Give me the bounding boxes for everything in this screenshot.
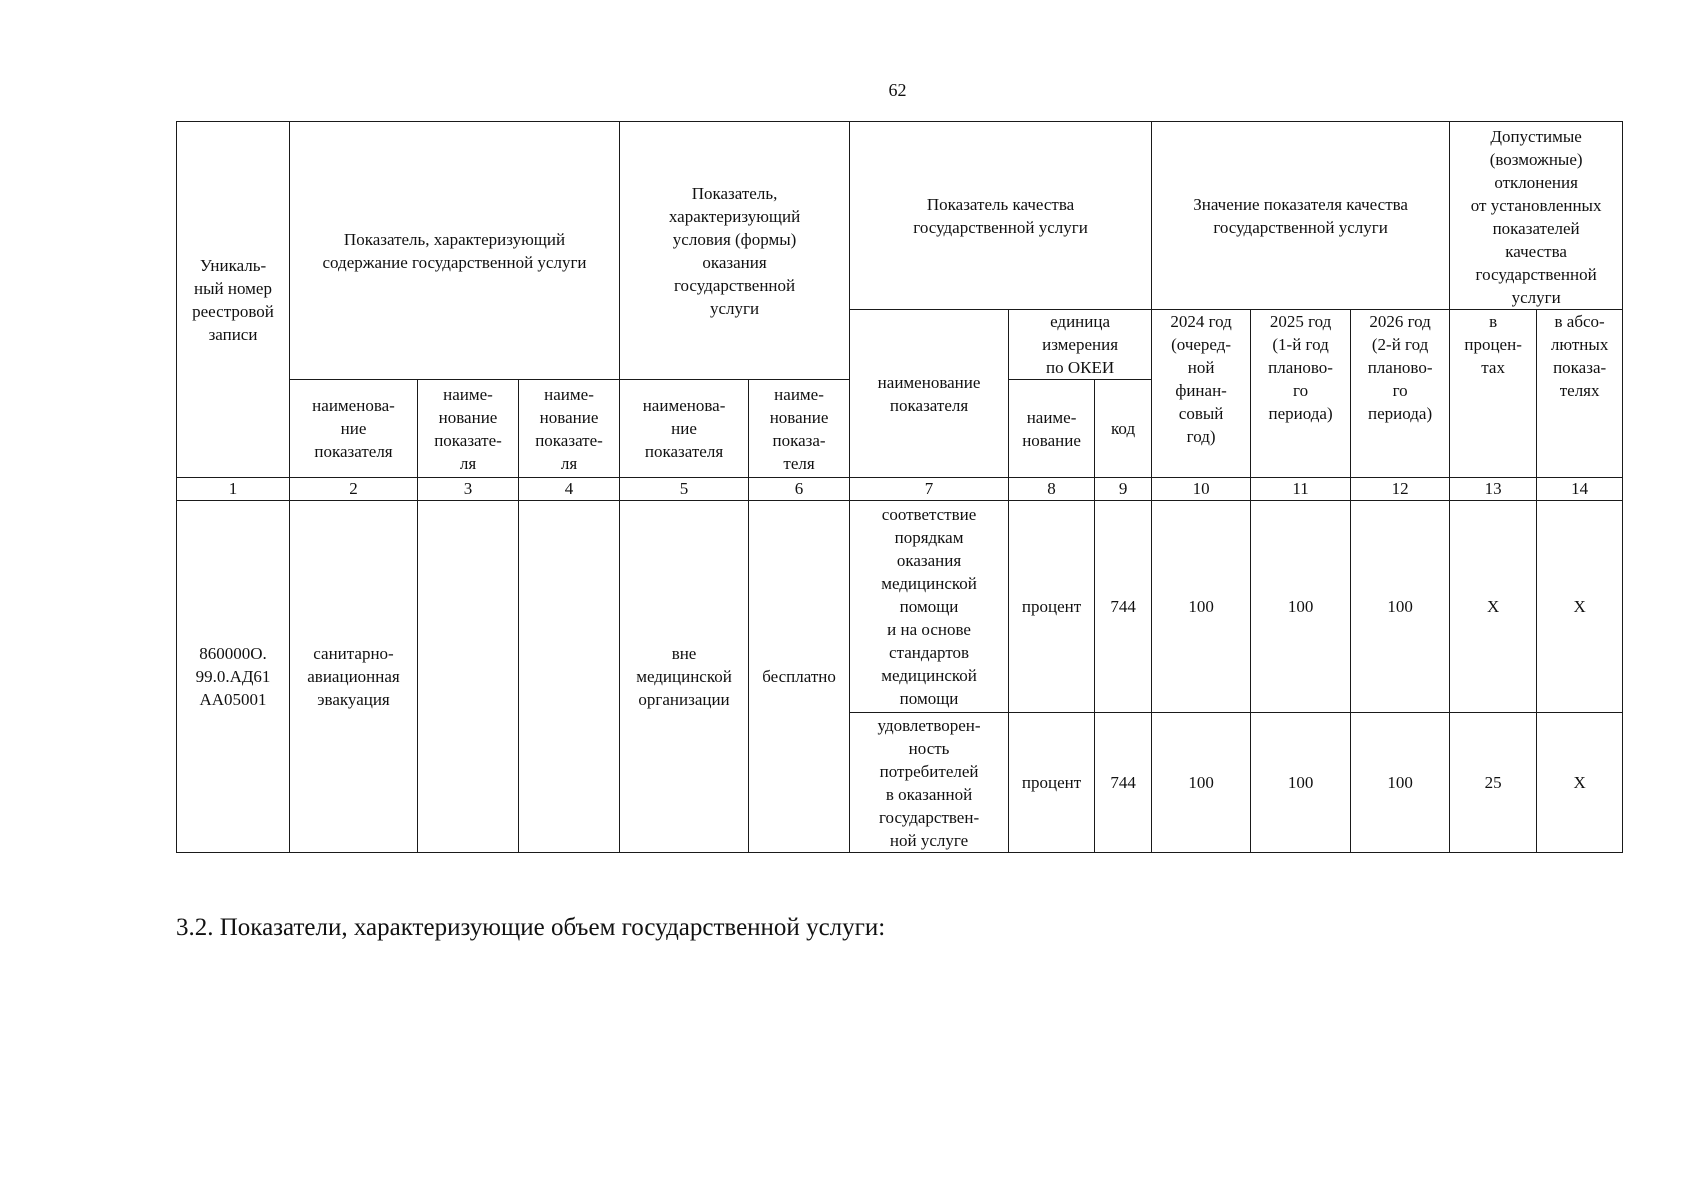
header-col10: 2024 год (очеред- ной финан- совый год) (1152, 310, 1251, 478)
content-name: санитарно- авиационная эвакуация (290, 501, 418, 853)
header-deviations: Допустимые (возможные) отклонения от установленных показателей качества государственной услуги (1450, 122, 1623, 310)
header-row-1 (177, 122, 1623, 310)
indicator-2026: 100 (1351, 713, 1450, 853)
header-col9: код (1095, 380, 1152, 478)
indicator-2025: 100 (1251, 713, 1351, 853)
indicator-code: 744 (1095, 713, 1152, 853)
column-numbers-row (177, 478, 1623, 501)
header-col8: наиме- нование (1009, 380, 1095, 478)
column-number: 10 (1152, 478, 1251, 501)
header-col13: в процен- тах (1450, 310, 1537, 478)
header-content-indicator: Показатель, характеризующий содержание государственной услуги (290, 122, 620, 380)
header-conditions-indicator: Показатель, характеризующий условия (формы) оказания государственной услуги (620, 122, 850, 380)
content-col4 (519, 501, 620, 853)
column-number: 6 (749, 478, 850, 501)
header-col4: наиме- нование показате- ля (519, 380, 620, 478)
header-quality-indicator: Показатель качества государственной услуги (850, 122, 1152, 310)
column-number: 12 (1351, 478, 1450, 501)
column-number: 11 (1251, 478, 1351, 501)
header-col6: наиме- нование показа- теля (749, 380, 850, 478)
header-quality-value: Значение показателя качества государственной услуги (1152, 122, 1450, 310)
column-number: 13 (1450, 478, 1537, 501)
indicator-deviation-percent: Х (1450, 501, 1537, 713)
header-col5: наименова- ние показателя (620, 380, 749, 478)
header-col7: наименование показателя (850, 310, 1009, 478)
header-col14: в абсо- лютных показа- телях (1537, 310, 1623, 478)
quality-indicators-table (176, 121, 1623, 853)
page-number: 62 (888, 80, 907, 100)
indicator-deviation-percent: 25 (1450, 713, 1537, 853)
table-row (177, 501, 1623, 713)
indicator-unit: процент (1009, 713, 1095, 853)
indicator-deviation-absolute: Х (1537, 713, 1623, 853)
indicator-2024: 100 (1152, 713, 1251, 853)
quality-indicators-table-wrapper (176, 121, 1622, 853)
indicator-code: 744 (1095, 501, 1152, 713)
indicator-deviation-absolute: Х (1537, 501, 1623, 713)
indicator-2025: 100 (1251, 501, 1351, 713)
condition-col6: бесплатно (749, 501, 850, 853)
column-number: 4 (519, 478, 620, 501)
column-number: 2 (290, 478, 418, 501)
indicator-2026: 100 (1351, 501, 1450, 713)
indicator-unit: процент (1009, 501, 1095, 713)
column-number: 14 (1537, 478, 1623, 501)
header-unit-okei: единица измерения по ОКЕИ (1009, 310, 1152, 380)
column-number: 1 (177, 478, 290, 501)
column-number: 7 (850, 478, 1009, 501)
content-col3 (418, 501, 519, 853)
condition-col5: вне медицинской организации (620, 501, 749, 853)
column-number: 8 (1009, 478, 1095, 501)
header-col3: наиме- нование показате- ля (418, 380, 519, 478)
indicator-2024: 100 (1152, 501, 1251, 713)
column-number: 5 (620, 478, 749, 501)
header-unique-number: Уникаль- ный номер реестровой записи (177, 122, 290, 478)
section-title: 3.2. Показатели, характеризующие объем государственной услуги: (176, 914, 886, 941)
column-number: 3 (418, 478, 519, 501)
header-col12: 2026 год (2-й год планово- го периода) (1351, 310, 1450, 478)
registry-number: 860000О. 99.0.АД61 АА05001 (177, 501, 290, 853)
column-number: 9 (1095, 478, 1152, 501)
indicator-name: удовлетворен- ность потребителей в оказанной государствен- ной услуге (850, 713, 1009, 853)
indicator-name: соответствие порядкам оказания медицинской помощи и на основе стандартов медицинской помощи (850, 501, 1009, 713)
header-col2: наименова- ние показателя (290, 380, 418, 478)
header-col11: 2025 год (1-й год планово- го периода) (1251, 310, 1351, 478)
